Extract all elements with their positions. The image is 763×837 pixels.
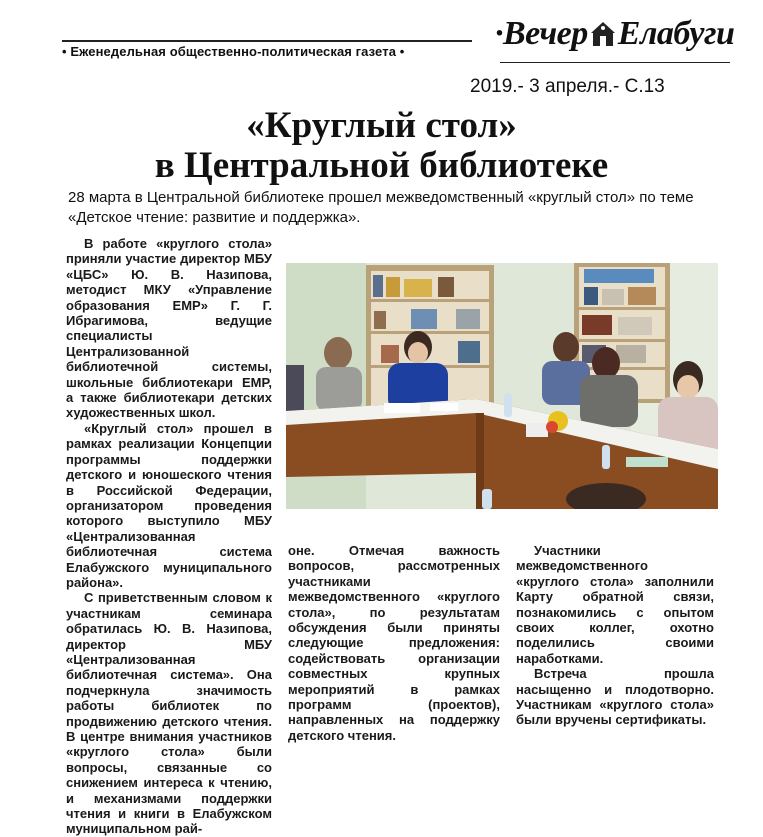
article-lead: 28 марта в Центральной библиотеке прошел межведомственный «круглый стол» по теме «Детское чтение: развитие и поддержка». [68, 189, 694, 226]
article-column-1 [66, 236, 272, 837]
header-rule-left [62, 40, 472, 42]
masthead-underline [500, 62, 730, 63]
paragraph: Участники межведомственного «круглого стола» заполнили Карту обратной связи, познакомились с опытом своих коллег, охотно поделились своими наработками. [516, 543, 714, 666]
newspaper-masthead [495, 15, 734, 53]
headline-line-2: в Центральной библиотеке [154, 145, 609, 186]
newspaper-tagline: • Еженедельная общественно-политическая газета • [62, 44, 405, 59]
paragraph: С приветственным словом к участникам семинара обратилась Ю. В. Назипова, директор МБУ «Централизованная библиотечная система». Она подчеркнула значимость работы библиотек по продвижению детского чтения. В центре внимания участников «круглого стола» были вопросы, связанные со снижением интереса к чтению, и механизмами поддержки чтения и книги в Елабужском муниципальном рай- [66, 590, 272, 837]
article-column-3 [516, 543, 714, 728]
paragraph: «Круглый стол» прошел в рамках реализации Концепции программы поддержки детского и юношеского чтения в Российской Федерации, организатором проведения которого выступило МБУ «Централизованная библиотечная система Елабужского муниципального района». [66, 420, 272, 590]
headline-line-1: «Круглый стол» [246, 105, 517, 146]
meeting-photo-icon [286, 263, 718, 509]
meeting-photo [286, 263, 718, 509]
paragraph: В работе «круглого стола» приняли участие директор МБУ «ЦБС» Ю. В. Назипова, методист МКУ «Управление образования ЕМР» Г. Г. Ибрагимова, ведущие специалисты Централизованной библиотечной системы, школьные библиотекари ЕМР, а также библиотекари детских художественных школ. [66, 236, 272, 421]
masthead-left: ·Вечер [495, 15, 588, 52]
paragraph: оне. Отмечая важность вопросов, рассмотренных участниками межведомственного «круглого стола», по результатам обсуждения были приняты следующие предложения: содействовать организации совместных крупных мероприятий в рамках программ (проектов), направленных на поддержку детского чтения. [288, 543, 500, 743]
issue-date-line: 2019.- 3 апреля.- С.13 [470, 76, 665, 97]
paragraph: Встреча прошла насыщенно и плодотворно. Участникам «круглого стола» были вручены сертификаты. [516, 666, 714, 728]
article-column-2 [288, 543, 500, 743]
masthead-right: Елабуги [617, 15, 735, 52]
masthead-emblem-icon [590, 20, 616, 48]
